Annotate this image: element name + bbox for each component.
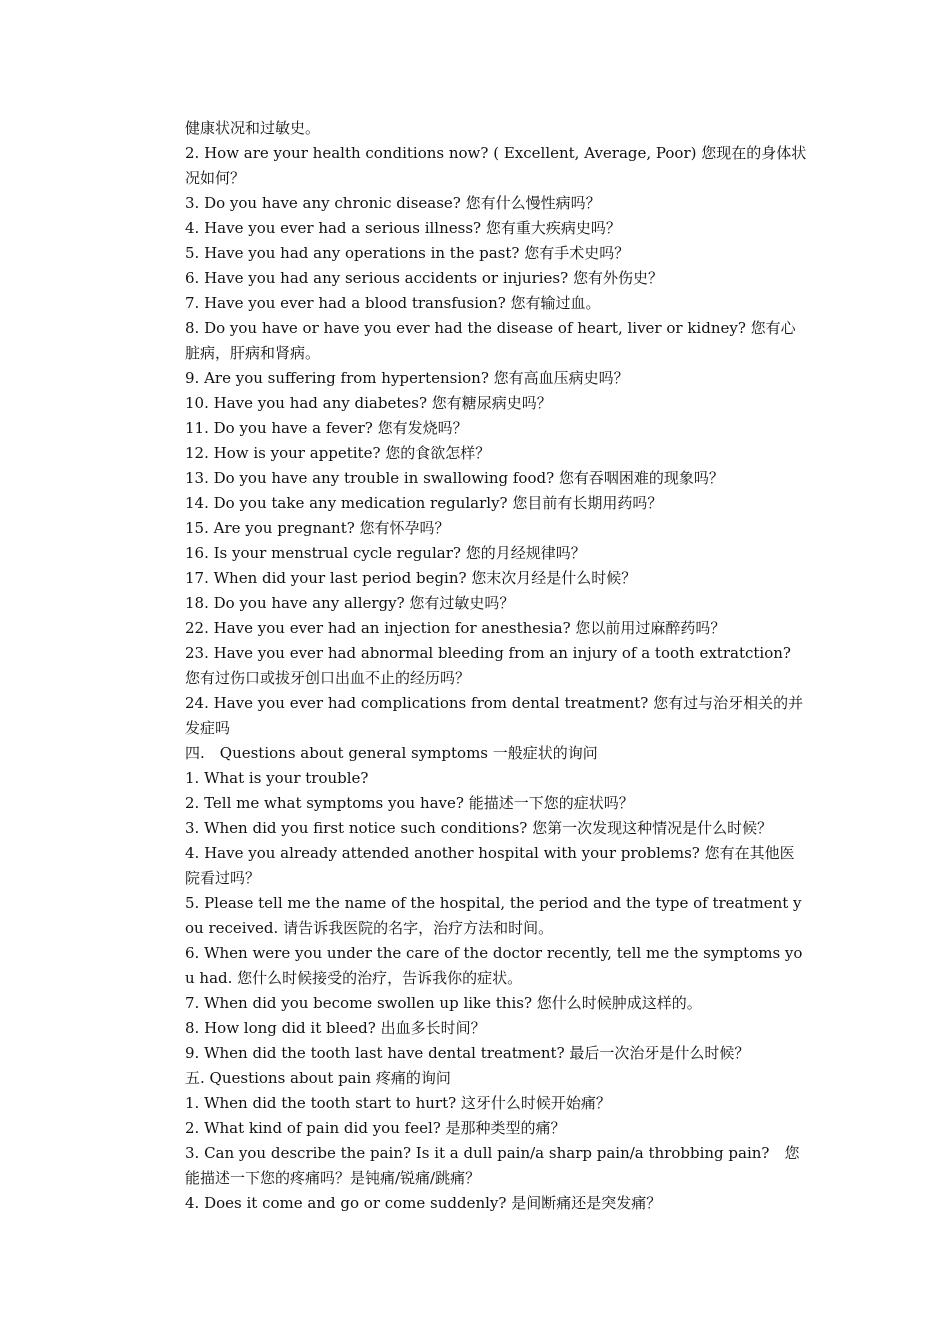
question-health-conditions: 2. How are your health conditions now? ( Excellent, Average, Poor) 您现在的身体状况如何？ — [185, 144, 807, 187]
question-serious-illness: 4. Have you ever had a serious illness? 您有重大疾病史吗？ — [185, 219, 621, 237]
question-describe-pain: 3. Can you describe the pain? Is it a dull pain/a sharp pain/a throbbing pain? 您能描述一下您的疼痛吗？是钝痛/锐痛/跳痛？ — [185, 1144, 800, 1187]
question-bleed-duration: 8. How long did it bleed? 出血多长时间？ — [185, 1019, 486, 1037]
question-first-notice: 3. When did you first notice such conditions? 您第一次发现这种情况是什么时候？ — [185, 819, 773, 837]
question-menstrual-cycle: 16. Is your menstrual cycle regular? 您的月经规律吗？ — [185, 544, 586, 562]
question-another-hospital: 4. Have you already attended another hospital with your problems? 您有在其他医院看过吗？ — [185, 844, 795, 887]
question-pain-kind: 2. What kind of pain did you feel? 是那种类型的痛？ — [185, 1119, 566, 1137]
question-recent-care: 6. When were you under the care of the doctor recently, tell me the symptoms you had. 您什么时候接受的治疗，告诉我你的症状。 — [185, 944, 803, 987]
question-medication: 14. Do you take any medication regularly? 您目前有长期用药吗？ — [185, 494, 663, 512]
question-pregnant: 15. Are you pregnant? 您有怀孕吗？ — [185, 519, 450, 537]
question-heart-liver-kidney: 8. Do you have or have you ever had the disease of heart, liver or kidney? 您有心脏病，肝病和肾病。 — [185, 319, 796, 362]
text-line-continuation: 健康状况和过敏史。 — [185, 119, 321, 137]
question-appetite: 12. How is your appetite? 您的食欲怎样？ — [185, 444, 491, 462]
question-last-treatment: 9. When did the tooth last have dental treatment? 最后一次治牙是什么时候？ — [185, 1044, 750, 1062]
question-anesthesia: 22. Have you ever had an injection for anesthesia? 您以前用过麻醉药吗？ — [185, 619, 726, 637]
question-last-period: 17. When did your last period begin? 您末次月经是什么时候？ — [185, 569, 637, 587]
document-body — [185, 116, 809, 1216]
question-trouble: 1. What is your trouble? — [185, 769, 369, 787]
question-fever: 11. Do you have a fever? 您有发烧吗？ — [185, 419, 468, 437]
section-heading-pain: 五. Questions about pain 疼痛的询问 — [185, 1069, 451, 1087]
question-accidents-injuries: 6. Have you had any serious accidents or injuries? 您有外伤史？ — [185, 269, 663, 287]
question-chronic-disease: 3. Do you have any chronic disease? 您有什么慢性病吗？ — [185, 194, 601, 212]
section-heading-general-symptoms: 四. Questions about general symptoms 一般症状的询问 — [185, 744, 598, 762]
question-come-and-go: 4. Does it come and go or come suddenly? 是间断痛还是突发痛？ — [185, 1194, 662, 1212]
question-swollen: 7. When did you become swollen up like this? 您什么时候肿成这样的。 — [185, 994, 702, 1012]
question-allergy: 18. Do you have any allergy? 您有过敏史吗？ — [185, 594, 515, 612]
question-diabetes: 10. Have you had any diabetes? 您有糖尿病史吗？ — [185, 394, 552, 412]
question-symptoms: 2. Tell me what symptoms you have? 能描述一下您的症状吗？ — [185, 794, 634, 812]
question-operations: 5. Have you had any operations in the past? 您有手术史吗？ — [185, 244, 630, 262]
question-swallowing: 13. Do you have any trouble in swallowing food? 您有吞咽困难的现象吗？ — [185, 469, 724, 487]
question-abnormal-bleeding: 23. Have you ever had abnormal bleeding from an injury of a tooth extratction? 您有过伤口或拔牙创口出血不止的经历吗？ — [185, 644, 791, 687]
question-blood-transfusion: 7. Have you ever had a blood transfusion? 您有输过血。 — [185, 294, 601, 312]
question-hypertension: 9. Are you suffering from hypertension? 您有高血压病史吗？ — [185, 369, 629, 387]
question-hospital-name: 5. Please tell me the name of the hospital, the period and the type of treatment you received. 请告诉我医院的名字，治疗方法和时间。 — [185, 894, 802, 937]
question-start-hurt: 1. When did the tooth start to hurt? 这牙什么时候开始痛？ — [185, 1094, 611, 1112]
question-complications: 24. Have you ever had complications from dental treatment? 您有过与治牙相关的并发症吗 — [185, 694, 804, 737]
